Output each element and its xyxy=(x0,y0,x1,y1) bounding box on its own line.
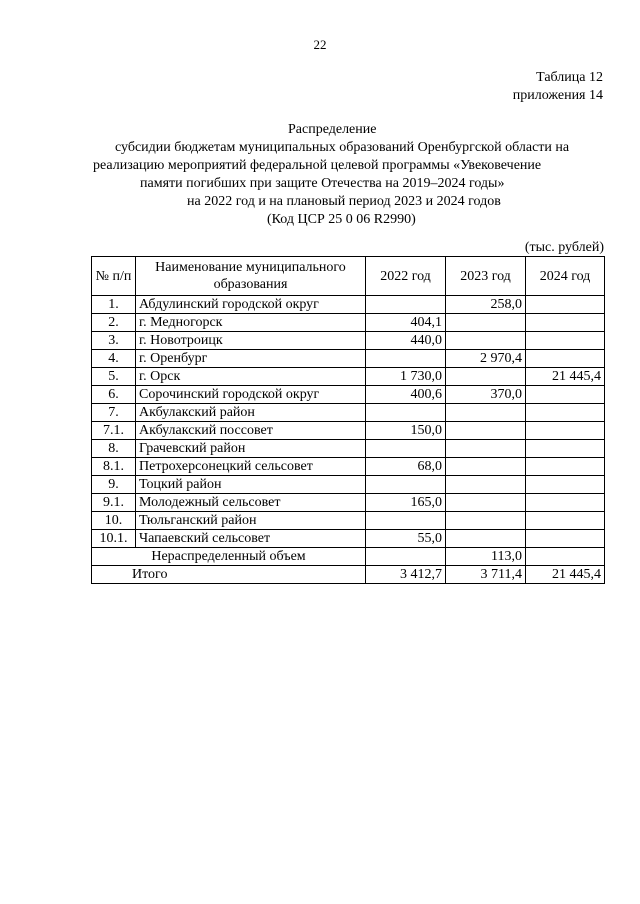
row-value-2024 xyxy=(526,314,605,332)
row-value-2022 xyxy=(366,512,446,530)
row-name: г. Орск xyxy=(136,368,366,386)
row-value-2024 xyxy=(526,296,605,314)
row-name: Акбулакский район xyxy=(136,404,366,422)
row-value-2023 xyxy=(446,440,526,458)
row-number: 7. xyxy=(92,404,136,422)
table-row xyxy=(92,404,605,422)
row-name: Грачевский район xyxy=(136,440,366,458)
row-value-2022: 400,6 xyxy=(366,386,446,404)
header-name: Наименование муниципального образования xyxy=(136,257,366,296)
row-value-2023 xyxy=(446,404,526,422)
header-2024: 2024 год xyxy=(526,257,605,296)
header-2023: 2023 год xyxy=(446,257,526,296)
row-value-2024: 21 445,4 xyxy=(526,368,605,386)
row-number: 10. xyxy=(92,512,136,530)
row-name: Чапаевский сельсовет xyxy=(136,530,366,548)
subsidy-table xyxy=(91,256,605,584)
table-row xyxy=(92,530,605,548)
row-value-2024 xyxy=(526,494,605,512)
row-value-2024 xyxy=(526,332,605,350)
header-2022: 2022 год xyxy=(366,257,446,296)
row-value-2024 xyxy=(526,350,605,368)
row-number: 5. xyxy=(92,368,136,386)
page-number: 22 xyxy=(313,37,327,52)
table-row xyxy=(92,350,605,368)
document-title xyxy=(88,121,608,229)
row-value-2023 xyxy=(446,458,526,476)
row-value-2023 xyxy=(446,494,526,512)
row-value-2023 xyxy=(446,512,526,530)
row-value-2024 xyxy=(526,386,605,404)
table-body xyxy=(92,296,605,548)
row-number: 3. xyxy=(92,332,136,350)
row-value-2022 xyxy=(366,404,446,422)
row-value-2024 xyxy=(526,458,605,476)
row-value-2024 xyxy=(526,404,605,422)
row-name: Акбулакский поссовет xyxy=(136,422,366,440)
table-row xyxy=(92,314,605,332)
table-row xyxy=(92,386,605,404)
row-value-2024 xyxy=(526,422,605,440)
row-value-2022 xyxy=(366,296,446,314)
total-2024: 21 445,4 xyxy=(526,566,605,584)
table-row xyxy=(92,476,605,494)
row-value-2023 xyxy=(446,314,526,332)
unallocated-2023: 113,0 xyxy=(446,548,526,566)
row-name: Абдулинский городской округ xyxy=(136,296,366,314)
title-line-5: на 2022 год и на плановый период 2023 и 2024 годов xyxy=(187,194,501,209)
row-value-2022 xyxy=(366,350,446,368)
title-line-3: реализацию мероприятий федеральной целевой программы «Увековечение xyxy=(93,158,542,173)
row-number: 1. xyxy=(92,296,136,314)
title-line-1: Распределение xyxy=(288,122,377,137)
row-name: г. Новотроицк xyxy=(136,332,366,350)
row-value-2022: 68,0 xyxy=(366,458,446,476)
header-num: № п/п xyxy=(92,257,136,296)
row-name: Сорочинский городской округ xyxy=(136,386,366,404)
row-value-2024 xyxy=(526,530,605,548)
row-value-2023 xyxy=(446,368,526,386)
row-value-2023 xyxy=(446,422,526,440)
units-label: (тыс. рублей) xyxy=(524,240,604,255)
row-number: 6. xyxy=(92,386,136,404)
row-value-2024 xyxy=(526,440,605,458)
row-value-2023 xyxy=(446,530,526,548)
total-row xyxy=(92,566,605,584)
unallocated-row xyxy=(92,548,605,566)
title-line-4: памяти погибших при защите Отечества на 2019–2024 годы» xyxy=(140,176,505,191)
unallocated-2024 xyxy=(526,548,605,566)
table-row xyxy=(92,332,605,350)
row-value-2022: 165,0 xyxy=(366,494,446,512)
table-row xyxy=(92,368,605,386)
row-name: Тюльганский район xyxy=(136,512,366,530)
title-line-2: субсидии бюджетам муниципальных образований Оренбургской области на xyxy=(115,140,570,155)
row-value-2024 xyxy=(526,476,605,494)
total-2023: 3 711,4 xyxy=(446,566,526,584)
row-name: Петрохерсонецкий сельсовет xyxy=(136,458,366,476)
row-value-2023 xyxy=(446,332,526,350)
table-row xyxy=(92,422,605,440)
row-number: 10.1. xyxy=(92,530,136,548)
row-value-2023 xyxy=(446,476,526,494)
row-number: 4. xyxy=(92,350,136,368)
row-value-2023: 258,0 xyxy=(446,296,526,314)
row-number: 8.1. xyxy=(92,458,136,476)
row-name: Тоцкий район xyxy=(136,476,366,494)
row-name: г. Медногорск xyxy=(136,314,366,332)
row-number: 9.1. xyxy=(92,494,136,512)
total-2022: 3 412,7 xyxy=(366,566,446,584)
unallocated-2022 xyxy=(366,548,446,566)
table-row xyxy=(92,440,605,458)
table-row xyxy=(92,458,605,476)
table-ref-line2: приложения 14 xyxy=(512,88,603,103)
title-line-6: (Код ЦСР 25 0 06 R2990) xyxy=(267,212,416,227)
row-value-2022: 404,1 xyxy=(366,314,446,332)
unallocated-label: Нераспределенный объем xyxy=(92,548,366,566)
row-value-2022 xyxy=(366,476,446,494)
row-number: 8. xyxy=(92,440,136,458)
table-header-row xyxy=(92,257,605,296)
table-ref-line1: Таблица 12 xyxy=(536,70,603,85)
table-row xyxy=(92,494,605,512)
table-row xyxy=(92,296,605,314)
row-value-2022: 440,0 xyxy=(366,332,446,350)
row-value-2024 xyxy=(526,512,605,530)
row-name: г. Оренбург xyxy=(136,350,366,368)
row-name: Молодежный сельсовет xyxy=(136,494,366,512)
row-value-2022: 55,0 xyxy=(366,530,446,548)
row-value-2023: 370,0 xyxy=(446,386,526,404)
total-label: Итого xyxy=(92,566,366,584)
row-value-2022: 1 730,0 xyxy=(366,368,446,386)
row-value-2023: 2 970,4 xyxy=(446,350,526,368)
row-number: 2. xyxy=(92,314,136,332)
table-reference xyxy=(513,69,603,105)
row-number: 9. xyxy=(92,476,136,494)
row-number: 7.1. xyxy=(92,422,136,440)
row-value-2022 xyxy=(366,440,446,458)
table-row xyxy=(92,512,605,530)
row-value-2022: 150,0 xyxy=(366,422,446,440)
